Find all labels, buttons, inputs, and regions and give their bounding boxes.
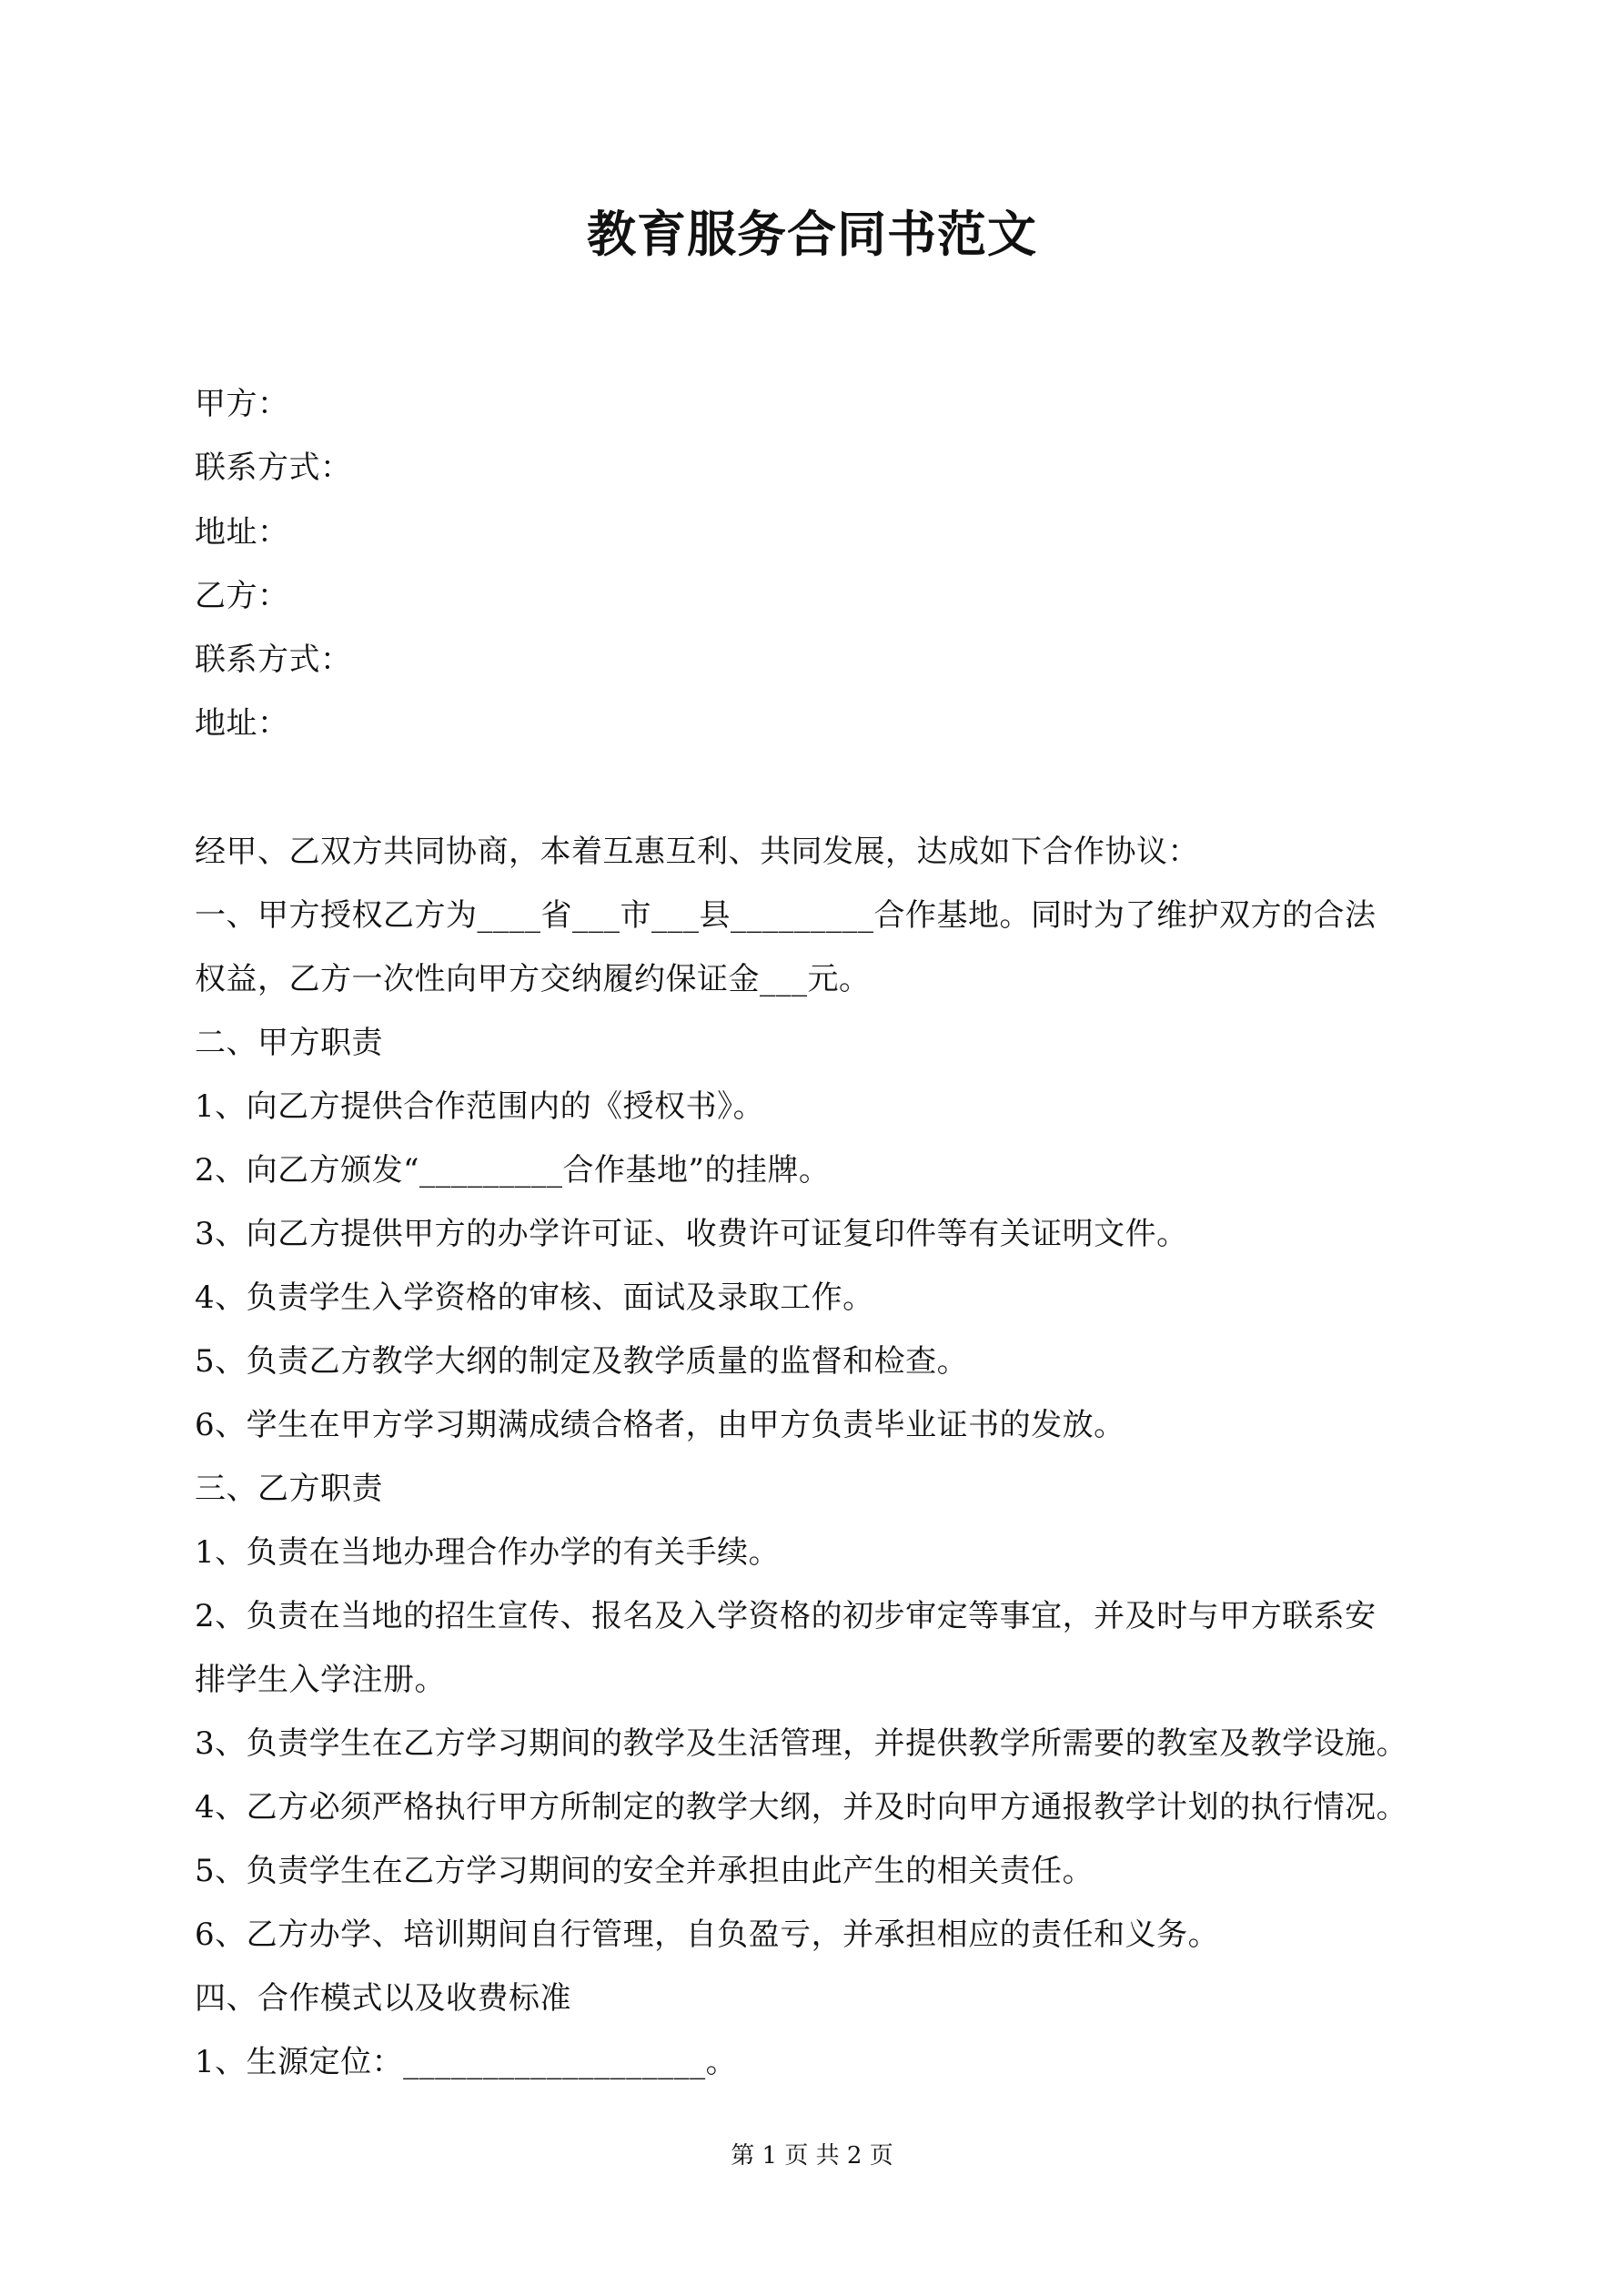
body-line: 4、乙方必须严格执行甲方所制定的教学大纲，并及时向甲方通报教学计划的执行情况。 <box>195 1789 1408 1826</box>
document-title: 教育服务合同书范文 <box>587 205 1037 263</box>
section-heading: 四、合作模式以及收费标准 <box>195 1980 571 2017</box>
body-line: 1、负责在当地办理合作办学的有关手续。 <box>195 1534 781 1571</box>
body-line: 2、向乙方颁发“_________合作基地”的挂牌。 <box>195 1152 831 1188</box>
body-line: 一、甲方授权乙方为____省___市___县_________合作基地。同时为了维护双方的合法 <box>195 897 1377 934</box>
party-a-label: 甲方： <box>195 386 289 422</box>
section-heading: 三、乙方职责 <box>195 1471 383 1507</box>
party-b-contact-label: 联系方式： <box>195 642 352 678</box>
party-a-address-label: 地址： <box>195 514 289 551</box>
body-line: 4、负责学生入学资格的审核、面试及录取工作。 <box>195 1279 874 1316</box>
body-line: 1、生源定位：___________________。 <box>195 2044 738 2080</box>
party-a-contact-label: 联系方式： <box>195 450 352 486</box>
body-line: 3、负责学生在乙方学习期间的教学及生活管理，并提供教学所需要的教室及教学设施。 <box>195 1725 1408 1762</box>
body-line: 1、向乙方提供合作范围内的《授权书》。 <box>195 1088 765 1125</box>
body-line: 经甲、乙双方共同协商，本着互惠互利、共同发展，达成如下合作协议： <box>195 834 1199 870</box>
section-heading: 二、甲方职责 <box>195 1025 383 1061</box>
party-b-address-label: 地址： <box>195 705 289 742</box>
party-b-label: 乙方： <box>195 578 289 614</box>
body-line: 2、负责在当地的招生宣传、报名及入学资格的初步审定等事宜，并及时与甲方联系安 <box>195 1598 1377 1634</box>
body-line: 5、负责乙方教学大纲的制定及教学质量的监督和检查。 <box>195 1343 969 1380</box>
body-line: 权益，乙方一次性向甲方交纳履约保证金___元。 <box>195 961 871 997</box>
body-line: 3、向乙方提供甲方的办学许可证、收费许可证复印件等有关证明文件。 <box>195 1216 1188 1252</box>
body-line: 排学生入学注册。 <box>195 1662 446 1698</box>
body-line: 6、乙方办学、培训期间自行管理，自负盈亏，并承担相应的责任和义务。 <box>195 1917 1220 1953</box>
page-footer: 第 1 页 共 2 页 <box>731 2142 893 2170</box>
body-line: 6、学生在甲方学习期满成绩合格者，由甲方负责毕业证书的发放。 <box>195 1407 1125 1443</box>
body-line: 5、负责学生在乙方学习期间的安全并承担由此产生的相关责任。 <box>195 1853 1094 1889</box>
